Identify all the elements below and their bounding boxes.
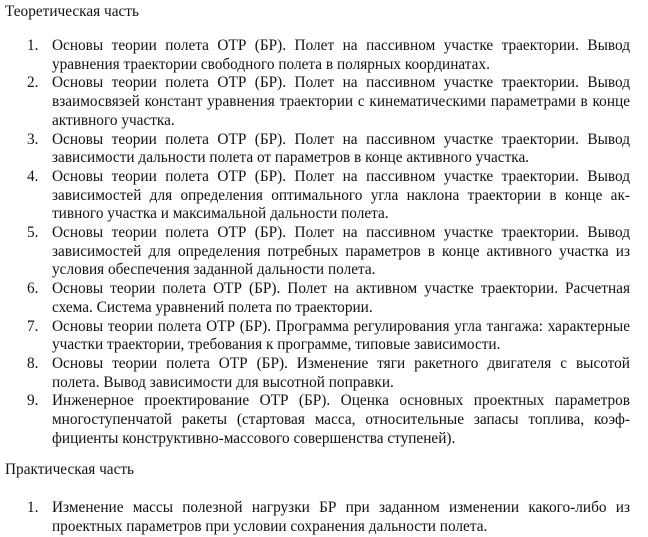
list-item <box>0 74 648 130</box>
item-number: 1. <box>27 37 39 54</box>
list-item <box>0 280 648 317</box>
list-item <box>0 37 648 74</box>
item-text: Основы теории полета ОТР (БР). Полет на пассивном участке траектории. Вывод зависимости дальности полета от параметров в конце активного участка. <box>52 130 630 167</box>
item-text: Основы теории полета ОТР (БР). Программа регулирования угла тангажа: характерные участки траектории, требования к программе, типовые зависимости. <box>52 317 630 354</box>
theory-question-list <box>0 37 648 448</box>
list-item <box>0 318 648 355</box>
item-text: Основы теории полета ОТР (БР). Полет на активном участке траектории. Расчетная схема. Система уравнений полета по траектории. <box>52 280 630 316</box>
list-item <box>0 499 648 536</box>
item-text: Изменение массы полезной нагрузки БР при заданном изменении какого-либо из проектных параметров при условии сохранения дальности полета. <box>52 499 630 535</box>
item-number: 5. <box>27 224 39 242</box>
list-item <box>0 392 648 448</box>
item-text: Основы теории полета ОТР (БР). Полет на пассивном участке траектории. Вывод зависимостей для определения оптимального угла наклона траектории в конце активного участка и максимальной дальности полета. <box>52 167 630 223</box>
item-text: Основы теории полета ОТР (БР). Изменение тяги ракетного двигателя с высотой полета. Вывод зависимости для высотной поправки. <box>52 354 630 391</box>
list-item <box>0 224 648 280</box>
item-text: Инженерное проектирование ОТР (БР). Оценка основных проектных параметров многоступенчатой ракеты (стартовая масса, относительные запасы топлива, коэффициенты конструктивно-массового совершенства ступеней). <box>52 392 630 447</box>
list-item <box>0 355 648 392</box>
item-number: 8. <box>27 354 39 372</box>
item-text: Основы теории полета ОТР (БР). Полет на пассивном участке траектории. Вывод взаимосвязей констант уравнения траектории с кинематическими параметрами в конце активного участка. <box>52 74 630 129</box>
item-number: 2. <box>27 74 39 92</box>
item-number: 1. <box>27 499 39 516</box>
item-number: 3. <box>27 130 39 148</box>
item-text: Основы теории полета ОТР (БР). Полет на пассивном участке траектории. Вывод уравнения траектории свободного полета в полярных координатах. <box>52 37 630 73</box>
item-number: 9. <box>27 392 39 410</box>
theory-section-heading: Теоретическая часть <box>5 3 139 20</box>
practice-section-heading: Практическая часть <box>5 461 135 478</box>
item-text: Основы теории полета ОТР (БР). Полет на пассивном участке траектории. Вывод зависимостей для определения потребных параметров в конце активного участка из условия обеспечения заданной дальности полета. <box>52 224 630 279</box>
list-item <box>0 168 648 224</box>
item-number: 7. <box>27 317 39 335</box>
item-number: 4. <box>27 167 39 185</box>
item-number: 6. <box>27 280 39 298</box>
list-item <box>0 131 648 168</box>
practice-task-list <box>0 499 648 536</box>
